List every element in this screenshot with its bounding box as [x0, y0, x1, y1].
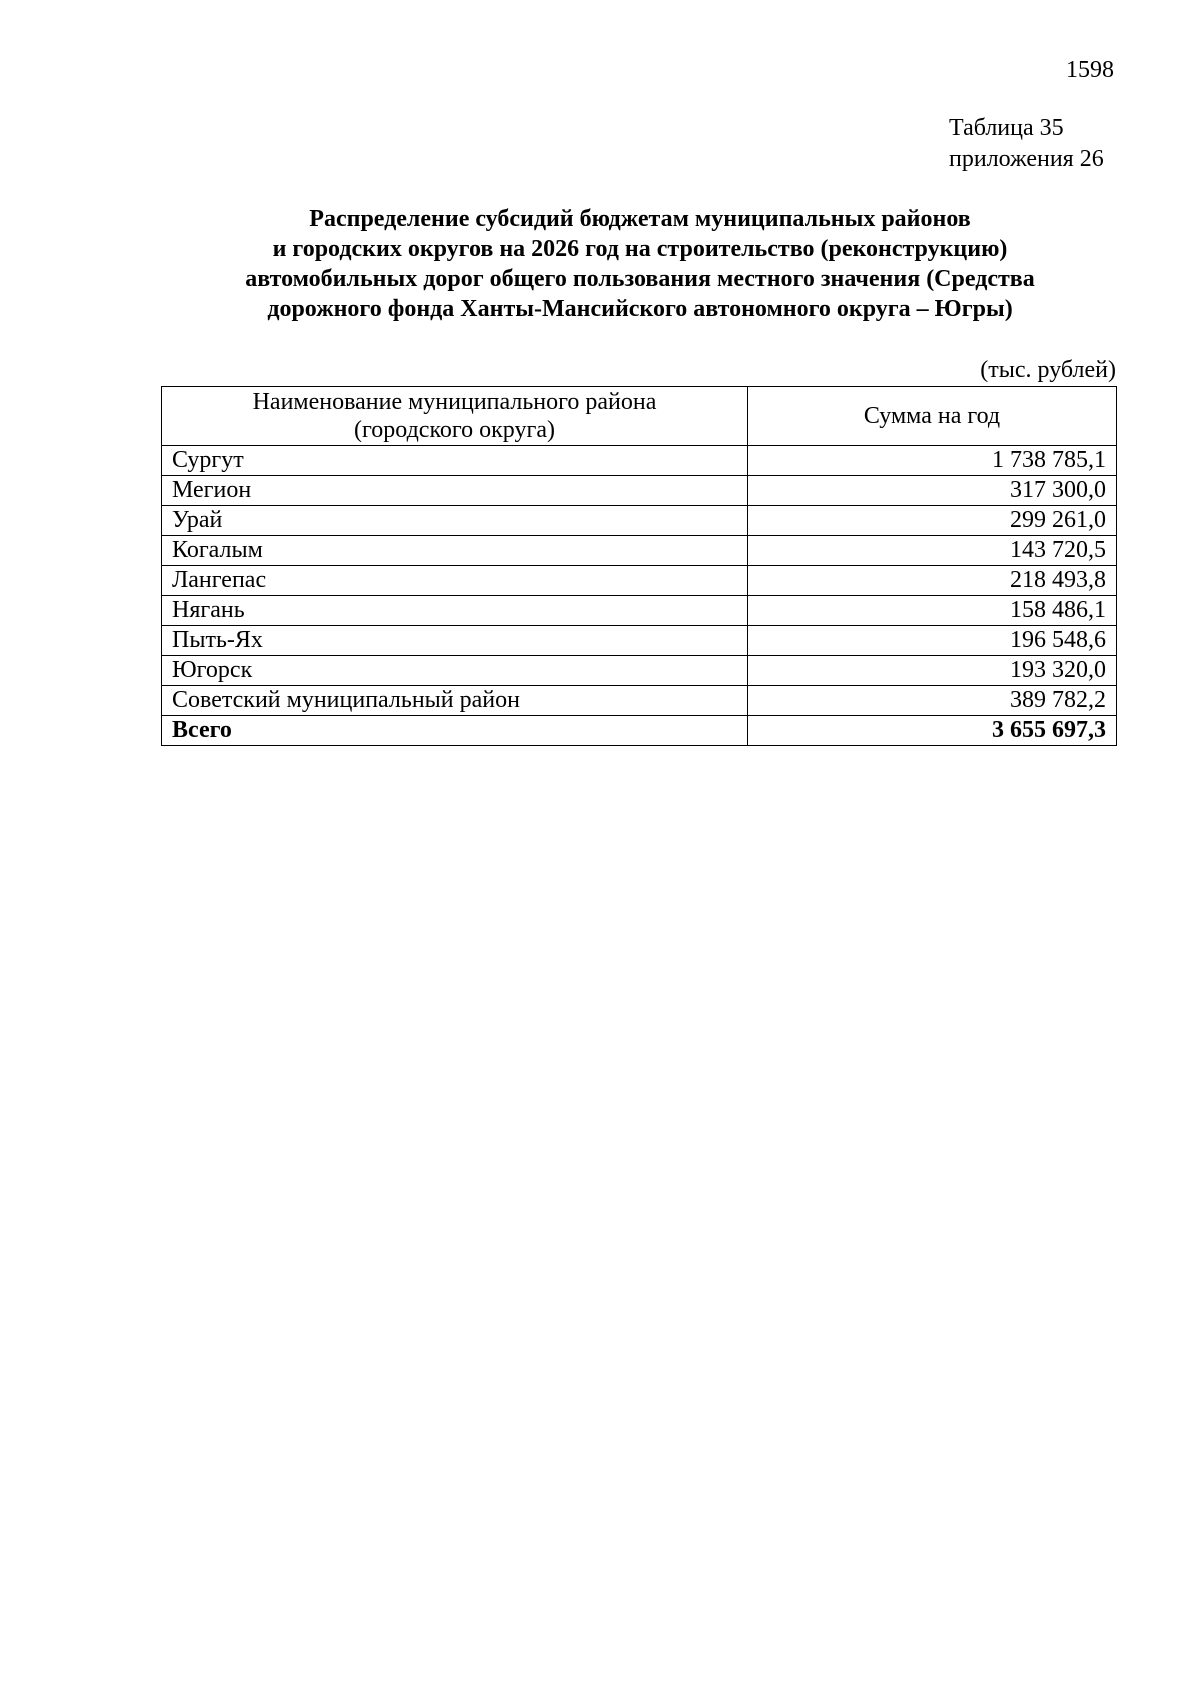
- table-body: [162, 446, 1117, 746]
- table-row: [162, 446, 1117, 476]
- table-row: [162, 596, 1117, 626]
- header-row: [162, 387, 1117, 446]
- table-row: [162, 506, 1117, 536]
- page-number: 1598: [1066, 57, 1114, 83]
- row-sum-cell: 193 320,0: [748, 656, 1117, 686]
- row-sum-cell: 317 300,0: [748, 476, 1117, 506]
- row-name-cell: Югорск: [162, 656, 748, 686]
- column-header-name-line1: Наименование муниципального района: [252, 389, 657, 415]
- row-name-cell: Нягань: [162, 596, 748, 626]
- units-note: (тыс. рублей): [980, 357, 1116, 383]
- column-header-sum: Сумма на год: [748, 387, 1117, 446]
- table-row: [162, 566, 1117, 596]
- row-sum-cell: 158 486,1: [748, 596, 1117, 626]
- column-header-name-line2: (городского округа): [354, 417, 555, 443]
- total-row: [162, 716, 1117, 746]
- table-row: [162, 626, 1117, 656]
- row-sum-cell: 218 493,8: [748, 566, 1117, 596]
- table-reference-appendix: приложения 26: [949, 146, 1104, 172]
- table-head: [162, 387, 1117, 446]
- row-sum-cell: 389 782,2: [748, 686, 1117, 716]
- document-title-line: и городских округов на 2026 год на строительство (реконструкцию): [272, 236, 1008, 262]
- document-title: [160, 204, 1120, 324]
- table-reference: [949, 113, 1104, 175]
- row-name-cell: Советский муниципальный район: [162, 686, 748, 716]
- table-row: [162, 476, 1117, 506]
- total-sum-cell: 3 655 697,3: [748, 716, 1117, 746]
- table-row: [162, 686, 1117, 716]
- row-name-cell: Мегион: [162, 476, 748, 506]
- row-name-cell: Пыть-Ях: [162, 626, 748, 656]
- row-sum-cell: 143 720,5: [748, 536, 1117, 566]
- subsidy-table: [161, 386, 1117, 746]
- total-label-cell: Всего: [162, 716, 748, 746]
- document-title-line: Распределение субсидий бюджетам муниципальных районов: [309, 206, 971, 232]
- table-reference-number: Таблица 35: [949, 115, 1064, 141]
- row-name-cell: Когалым: [162, 536, 748, 566]
- row-name-cell: Сургут: [162, 446, 748, 476]
- row-name-cell: Лангепас: [162, 566, 748, 596]
- row-sum-cell: 299 261,0: [748, 506, 1117, 536]
- table-row: [162, 536, 1117, 566]
- row-sum-cell: 1 738 785,1: [748, 446, 1117, 476]
- table-row: [162, 656, 1117, 686]
- column-header-name: [162, 387, 748, 446]
- row-name-cell: Урай: [162, 506, 748, 536]
- document-title-line: автомобильных дорог общего пользования местного значения (Средства: [245, 266, 1035, 292]
- document-title-line: дорожного фонда Ханты-Мансийского автономного округа – Югры): [267, 296, 1013, 322]
- row-sum-cell: 196 548,6: [748, 626, 1117, 656]
